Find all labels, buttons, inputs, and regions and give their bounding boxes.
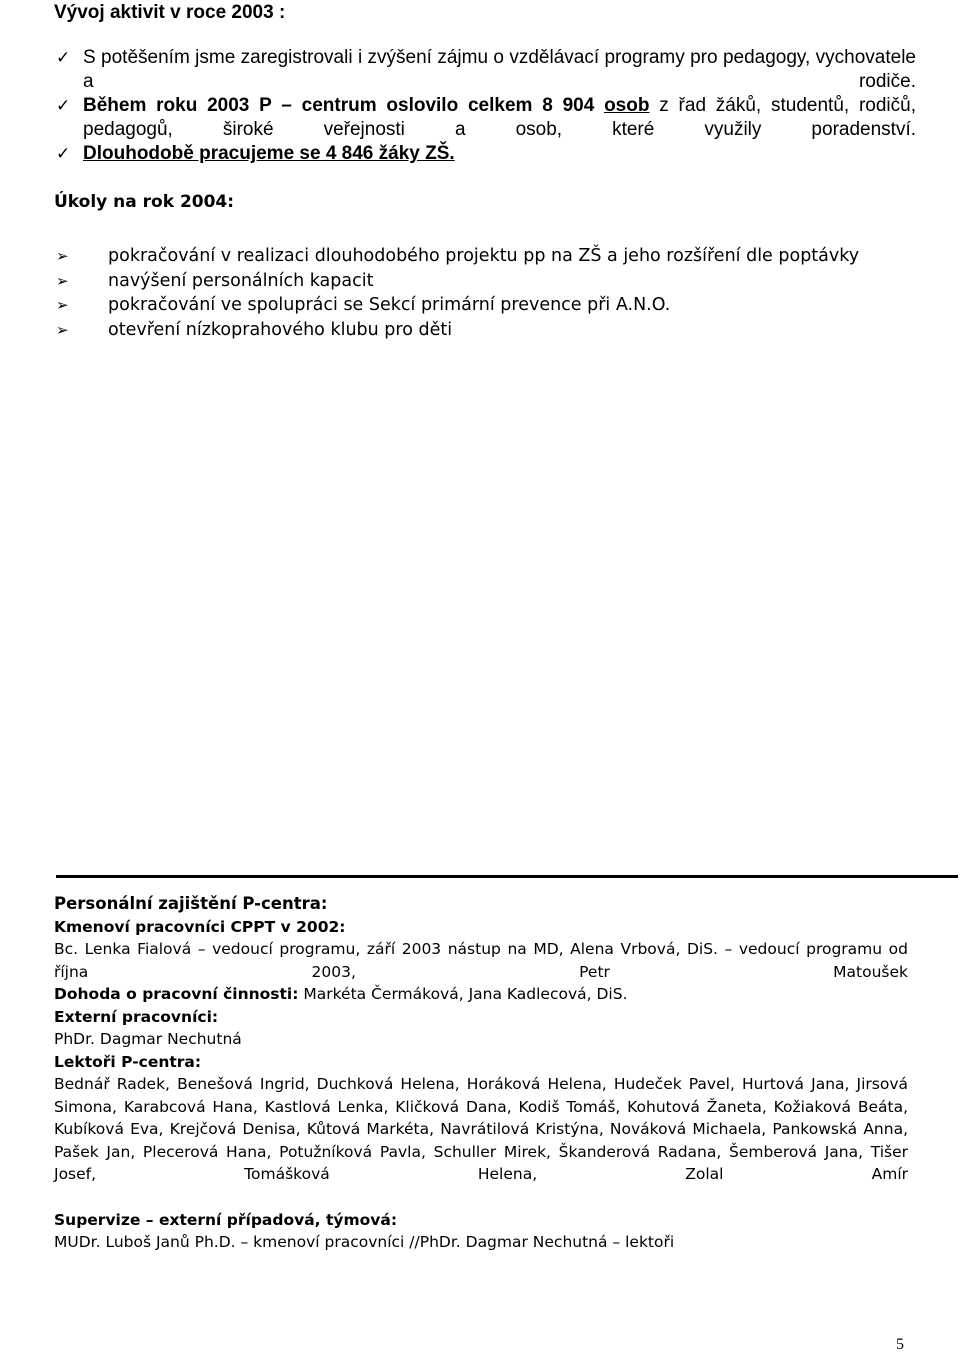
core-staff-text: Bc. Lenka Fialová – vedoucí programu, září 2003 nástup na MD, Alena Vrbová, DiS. – vedoucí programu od října 2003, Petr Matoušek — [54, 940, 908, 981]
lecturers-text: Bednář Radek, Benešová Ingrid, Duchková Helena, Horáková Helena, Hudeček Pavel, Hurtová Jana, Jirsová Simona, Karabcová Hana, Kastlová Lenka, Kličková Dana, Kodiš Tomáš, Kohutová Žaneta, Kožiaková Beáta, Kubíková Eva, Krejčová Denisa, Kůtová Markéta, Navrátilová Kristýna, Nováková Michaela, Pankowská Anna, Pašek Jan, Plecerová Hana, Potužníková Pavla, Schuller Mirek, Škanderová Radana, Šemberová Jana, Tišer Josef, Tomášková Helena, Zolal Amír — [54, 1075, 908, 1183]
staffing-section — [54, 893, 908, 1254]
check-icon: ✓ — [56, 96, 71, 116]
supervision-text: MUDr. Luboš Janů Ph.D. – kmenoví pracovníci //PhDr. Dagmar Nechutná – lektoři — [54, 1233, 675, 1251]
task-item — [56, 244, 859, 269]
section-title-activities-2003: Vývoj aktivit v roce 2003 : — [54, 2, 286, 23]
check-icon: ✓ — [56, 48, 71, 68]
external-staff-text: PhDr. Dagmar Nechutná — [54, 1030, 242, 1048]
task-text: pokračování v realizaci dlouhodobého projektu pp na ZŠ a jeho rozšíření dle poptávky — [108, 246, 860, 266]
activities-item — [56, 142, 916, 166]
task-item — [56, 293, 859, 318]
visitors-detail-text: z řad žáků, studentů, rodičů, pedagogů, široké veřejnosti a osob, které využily poradenství. — [83, 95, 916, 140]
visitors-unit-text: osob — [604, 95, 650, 116]
arrowhead-bullet-icon: ➢ — [56, 296, 69, 314]
core-staff-title: Kmenoví pracovníci CPPT v 2002: — [54, 917, 346, 936]
task-item — [56, 318, 859, 343]
arrowhead-bullet-icon: ➢ — [56, 320, 69, 339]
activities-list — [56, 46, 916, 166]
check-icon: ✓ — [56, 144, 71, 164]
task-text: otevření nízkoprahového klubu pro děti — [108, 319, 453, 340]
task-item — [56, 269, 859, 294]
staffing-title: Personální zajištění P-centra: — [54, 894, 328, 913]
external-staff-title: Externí pracovníci: — [54, 1007, 219, 1026]
activities-item — [56, 94, 916, 142]
tasks-list — [56, 244, 859, 342]
supervision-title: Supervize – externí případová, týmová: — [54, 1210, 398, 1229]
work-agreement-line — [54, 983, 908, 1006]
activities-item-text: S potěšením jsme zaregistrovali i zvýšení zájmu o vzdělávací programy pro pedagogy, vychovatele a rodiče. — [83, 47, 916, 92]
page-number: 5 — [896, 1336, 904, 1353]
task-text: pokračování ve spolupráci se Sekcí primární prevence při A.N.O. — [108, 295, 671, 315]
arrowhead-bullet-icon: ➢ — [56, 247, 69, 265]
lecturers-title: Lektoři P-centra: — [54, 1052, 202, 1071]
arrowhead-bullet-icon: ➢ — [56, 271, 69, 290]
visitors-count-text: Během roku 2003 P – centrum oslovilo celkem 8 904 — [83, 95, 595, 116]
activities-item — [56, 46, 916, 94]
long-term-pupils-text: Dlouhodobě pracujeme se 4 846 žáky ZŠ. — [83, 143, 455, 164]
work-agreement-title: Dohoda o pracovní činnosti: — [54, 985, 299, 1003]
work-agreement-text: Markéta Čermáková, Jana Kadlecová, DiS. — [298, 985, 628, 1003]
spacer — [54, 1186, 908, 1209]
section-divider — [56, 875, 958, 878]
section-title-tasks-2004: Úkoly na rok 2004: — [54, 192, 235, 212]
task-text: navýšení personálních kapacit — [108, 270, 374, 291]
